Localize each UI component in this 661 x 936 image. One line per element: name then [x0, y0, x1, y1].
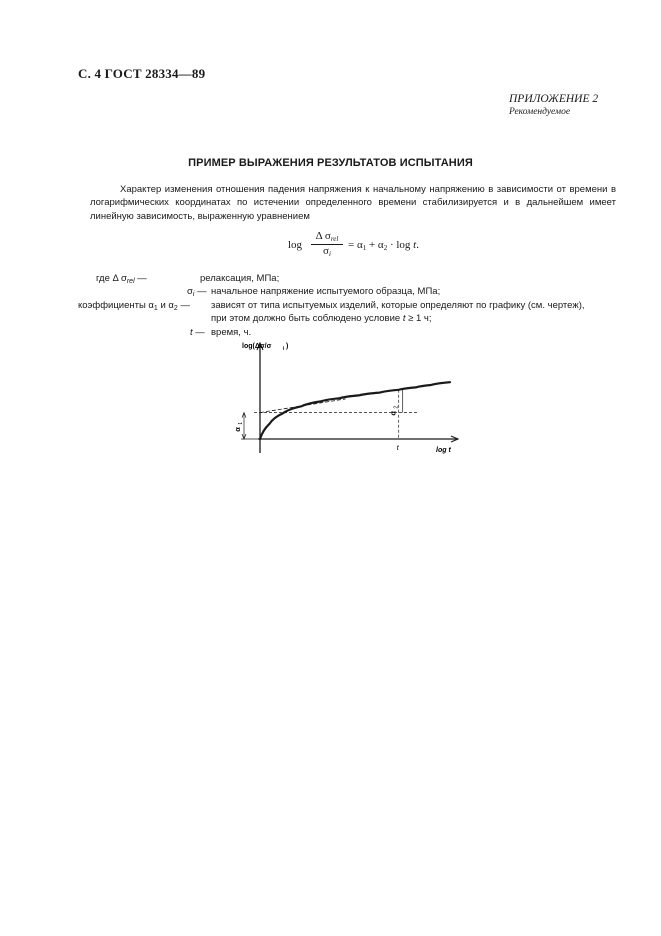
y-axis-label: log(Δσ/σ — [242, 343, 272, 350]
equation-denominator: $\sigma_i$ — [323, 245, 331, 258]
equation-fraction — [310, 230, 344, 259]
definition-condition: при этом должно быть соблюдено условие t ≥ 1 ч; — [211, 313, 432, 325]
alpha1-label: α — [233, 427, 242, 432]
equation-numerator: Δ $\sigma_{rel}$ — [315, 230, 339, 243]
page-header: С. 4 ГОСТ 28334—89 — [78, 66, 206, 81]
relaxation-curve — [260, 382, 450, 439]
alpha2-label-sub: 2 — [393, 405, 400, 409]
appendix-label — [509, 93, 609, 119]
equation-rhs: = $\alpha_1 + \alpha_2 \cdot \log t$. — [348, 239, 419, 252]
y-axis-label-close: ) — [286, 343, 289, 350]
appendix-subtitle: Рекомендуемое — [509, 107, 571, 117]
definition-initial-stress: $\sigma_i$ — начальное напряжение испытуемого образца, МПа; — [187, 286, 441, 299]
definition-relaxation: где Δ $\sigma_{rel}$ — релаксация, МПа; — [96, 273, 280, 285]
definition-coefficients: коэффициенты $\alpha_1$ и $\alpha_2$ — зависят от типа испытуемых изделий, которые определяют по графику (см. чертеж), — [78, 299, 585, 312]
alpha2-label: α — [388, 410, 398, 416]
appendix-title: ПРИЛОЖЕНИЕ 2 — [509, 93, 599, 105]
y-axis-label-sub: i — [283, 346, 285, 352]
equation-log: log — [288, 239, 303, 251]
alpha1-label-sub: 1 — [238, 422, 244, 425]
definition-time: t — время, ч. — [190, 326, 252, 338]
x-axis-label: log t — [436, 447, 451, 454]
relaxation-chart — [226, 336, 466, 462]
section-title: ПРИМЕР ВЫРАЖЕНИЯ РЕЗУЛЬТАТОВ ИСПЫТАНИЯ — [188, 157, 473, 169]
intro-paragraph: Характер изменения отношения падения напряжения к начальному напряжению в зависимости от времени в логарифмических координатах по истечении определенного времени стабилизируется и в дальнейшем имеет линейную зависимость, выраженную уравнением — [90, 184, 616, 222]
definitions-list — [78, 272, 638, 339]
t-label: t — [396, 445, 399, 452]
